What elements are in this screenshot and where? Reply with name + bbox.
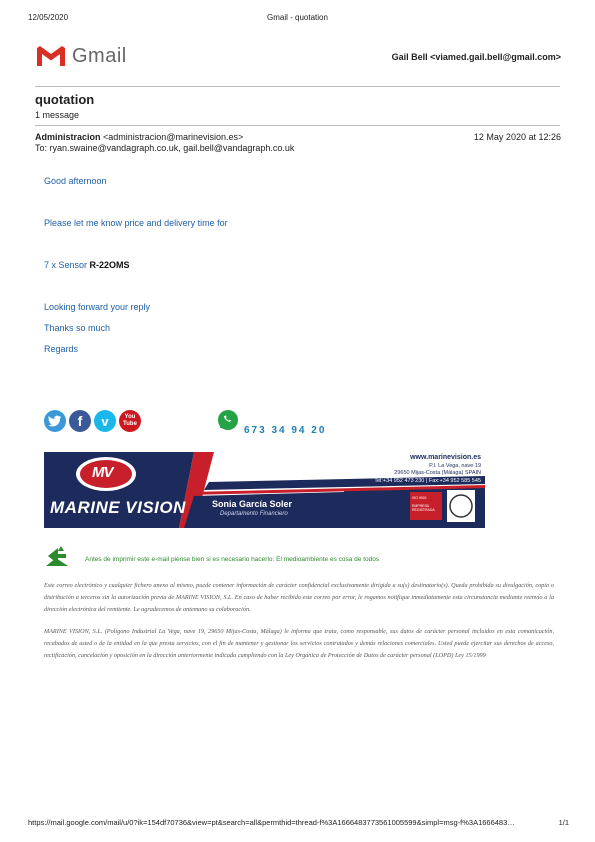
sender-name: Administracion [35, 132, 101, 142]
vimeo-icon[interactable]: v [94, 410, 116, 432]
confidentiality-notice: Este correo electrónico y cualquier fichero anexo al mismo, puede contener información de carácter confidencial exclusivamente dirigida a su(s) destinatario(s). Queda prohibida su divulgación, copia o distribución a terceros sin la autorización previa de MARINE VISION, S.L. En caso de haber recibido este correo por error, le rogamos notifique inmediatamente esta circunstancia mediante reenvío a la dirección electrónica del remitente. Le agradecemos de antemano su colaboración. [44, 582, 554, 613]
account-label: Gail Bell <viamed.gail.bell@gmail.com> [391, 52, 561, 62]
gmail-envelope-icon [35, 44, 67, 68]
page-number: 1/1 [558, 818, 569, 827]
phone-number: 673 34 94 20 [244, 425, 327, 436]
closing-line-1: Looking forward your reply [44, 302, 151, 312]
item-model: R-22OMS [89, 260, 130, 270]
banner-company: MARINE VISION [50, 498, 186, 517]
banner-website[interactable]: www.marinevision.es [410, 454, 481, 461]
divider [35, 86, 560, 87]
banner-logo-letters: MV [92, 464, 113, 481]
item-prefix: 7 x Sensor [44, 260, 90, 270]
eco-tree-icon [44, 544, 70, 568]
banner-cert-2: EMPRESA REGISTRADA [412, 504, 435, 512]
twitter-icon[interactable] [44, 410, 66, 432]
message-date: 12 May 2020 at 12:26 [473, 132, 561, 142]
item-line [44, 260, 130, 270]
message-count: 1 message [35, 110, 80, 120]
banner-cert-1: ISO 9001 [412, 496, 427, 500]
closing-line-3: Regards [44, 344, 79, 354]
banner-address-2: 29650 Mijas-Costa (Málaga) SPAIN [394, 470, 481, 476]
recipients: To: ryan.swaine@vandagraph.co.uk, gail.bell@vandagraph.co.uk [35, 143, 295, 153]
closing-line-2: Thanks so much [44, 323, 111, 333]
signature-banner [44, 452, 485, 528]
whatsapp-icon[interactable] [217, 409, 239, 431]
banner-address-1: P.I. La Vega, nave 19 [429, 463, 481, 469]
request-line: Please let me know price and delivery time for [44, 218, 228, 228]
banner-contact: Tel:+34 952 473 230 | Fax:+34 952 585 545 [374, 478, 481, 484]
divider [35, 125, 560, 126]
print-date: 12/05/2020 [28, 13, 69, 22]
print-url: https://mail.google.com/mail/u/0?ik=154df70736&view=pt&search=all&permthid=thread-f%3A1666483773561005599&simpl=msg-f%3A1666483… [28, 818, 515, 827]
gmail-wordmark: Gmail [72, 45, 127, 67]
privacy-notice: MARINE VISION, S.L. (Polígono Industrial La Vega, nave 19, 29650 Mijas-Costa, Málaga) le informa que trata, como responsable, sus datos de carácter personal incluidos en esta comunicación, recabados de usted o de la entidad en la que presta servicios, con el fin de mantener y gestionar los servicios contratados y demás relaciones comerciales. Usted puede ejercitar sus derechos de acceso, rectificación, cancelación y oposición en la dirección anteriormente indicada cumpliendo con la Ley Orgánica de Protección de Datos de carácter personal (LOPD) Ley 15/1999 [44, 628, 554, 659]
banner-department: Departamento Financiero [220, 511, 288, 517]
youtube-icon[interactable]: You Tube [119, 410, 141, 432]
greeting: Good afternoon [44, 176, 107, 186]
eco-message: Antes de imprimir este e-mail piense bien si es necesario hacerlo: El medioambiente es cosa de todos [85, 556, 380, 563]
sender-email: <administracion@marinevision.es> [103, 132, 244, 142]
thread-subject: quotation [35, 92, 95, 107]
sender[interactable] [35, 132, 243, 142]
print-title: Gmail - quotation [267, 13, 328, 22]
facebook-icon[interactable]: f [69, 410, 91, 432]
banner-person: Sonia García Soler [212, 499, 293, 509]
